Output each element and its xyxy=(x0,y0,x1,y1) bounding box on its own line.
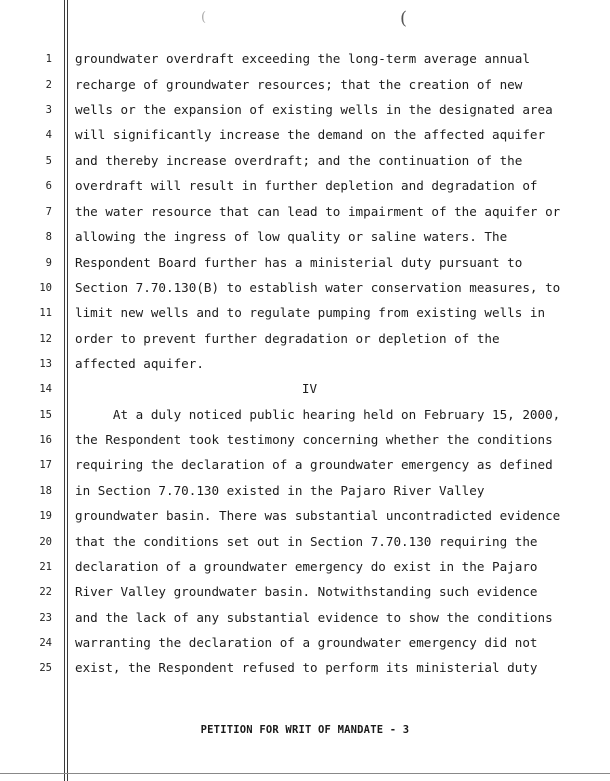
body-line: River Valley groundwater basin. Notwithstanding such evidence xyxy=(75,584,538,599)
line-number: 25 xyxy=(39,662,52,674)
top-mark-right: ( xyxy=(400,8,408,29)
line-number: 9 xyxy=(45,257,52,269)
body-line: affected aquifer. xyxy=(75,356,204,371)
body-line: and thereby increase overdraft; and the continuation of the xyxy=(75,153,523,168)
body-line: allowing the ingress of low quality or saline waters. The xyxy=(75,229,508,244)
line-number: 17 xyxy=(39,459,52,471)
body-line: warranting the declaration of a groundwater emergency did not xyxy=(75,635,538,650)
line-number: 11 xyxy=(39,307,52,319)
body-line: in Section 7.70.130 existed in the Pajaro River Valley xyxy=(75,483,485,498)
body-line: and the lack of any substantial evidence to show the conditions xyxy=(75,610,553,625)
top-mark-left: ( xyxy=(201,10,207,25)
line-number: 1 xyxy=(45,53,52,65)
line-number: 12 xyxy=(39,333,52,345)
line-number: 5 xyxy=(45,155,52,167)
left-margin-rule-inner xyxy=(67,0,68,781)
line-number: 22 xyxy=(39,586,52,598)
line-number: 23 xyxy=(39,612,52,624)
body-line: groundwater overdraft exceeding the long-term average annual xyxy=(75,51,530,66)
line-number: 18 xyxy=(39,485,52,497)
line-number: 10 xyxy=(39,282,52,294)
body-line: At a duly noticed public hearing held on February 15, 2000, xyxy=(75,407,561,422)
body-line: order to prevent further degradation or depletion of the xyxy=(75,331,500,346)
line-number: 15 xyxy=(39,409,52,421)
line-number: 21 xyxy=(39,561,52,573)
line-number: 19 xyxy=(39,510,52,522)
line-number: 13 xyxy=(39,358,52,370)
line-number: 16 xyxy=(39,434,52,446)
line-number: 4 xyxy=(45,129,52,141)
section-heading: IV xyxy=(301,381,318,396)
line-number: 3 xyxy=(45,104,52,116)
page-footer: PETITION FOR WRIT OF MANDATE - 3 xyxy=(200,724,410,736)
bottom-rule xyxy=(0,773,610,774)
body-line: wells or the expansion of existing wells in the designated area xyxy=(75,102,553,117)
body-line: Section 7.70.130(B) to establish water conservation measures, to xyxy=(75,280,561,295)
line-number: 6 xyxy=(45,180,52,192)
line-number: 2 xyxy=(45,79,52,91)
line-number: 24 xyxy=(39,637,52,649)
body-line: the water resource that can lead to impairment of the aquifer or xyxy=(75,204,561,219)
body-line: the Respondent took testimony concerning whether the conditions xyxy=(75,432,553,447)
line-number: 8 xyxy=(45,231,52,243)
left-margin-rule-outer xyxy=(64,0,65,781)
line-number: 20 xyxy=(39,536,52,548)
line-number: 14 xyxy=(39,383,52,395)
body-line: overdraft will result in further depletion and degradation of xyxy=(75,178,538,193)
body-line: recharge of groundwater resources; that the creation of new xyxy=(75,77,523,92)
body-line: limit new wells and to regulate pumping from existing wells in xyxy=(75,305,546,320)
body-line: exist, the Respondent refused to perform its ministerial duty xyxy=(75,660,538,675)
body-line: Respondent Board further has a ministerial duty pursuant to xyxy=(75,255,523,270)
body-line: declaration of a groundwater emergency do exist in the Pajaro xyxy=(75,559,538,574)
body-line: requiring the declaration of a groundwater emergency as defined xyxy=(75,457,553,472)
line-number: 7 xyxy=(45,206,52,218)
body-line: will significantly increase the demand on the affected aquifer xyxy=(75,127,546,142)
body-line: that the conditions set out in Section 7.70.130 requiring the xyxy=(75,534,538,549)
body-line: groundwater basin. There was substantial uncontradicted evidence xyxy=(75,508,561,523)
